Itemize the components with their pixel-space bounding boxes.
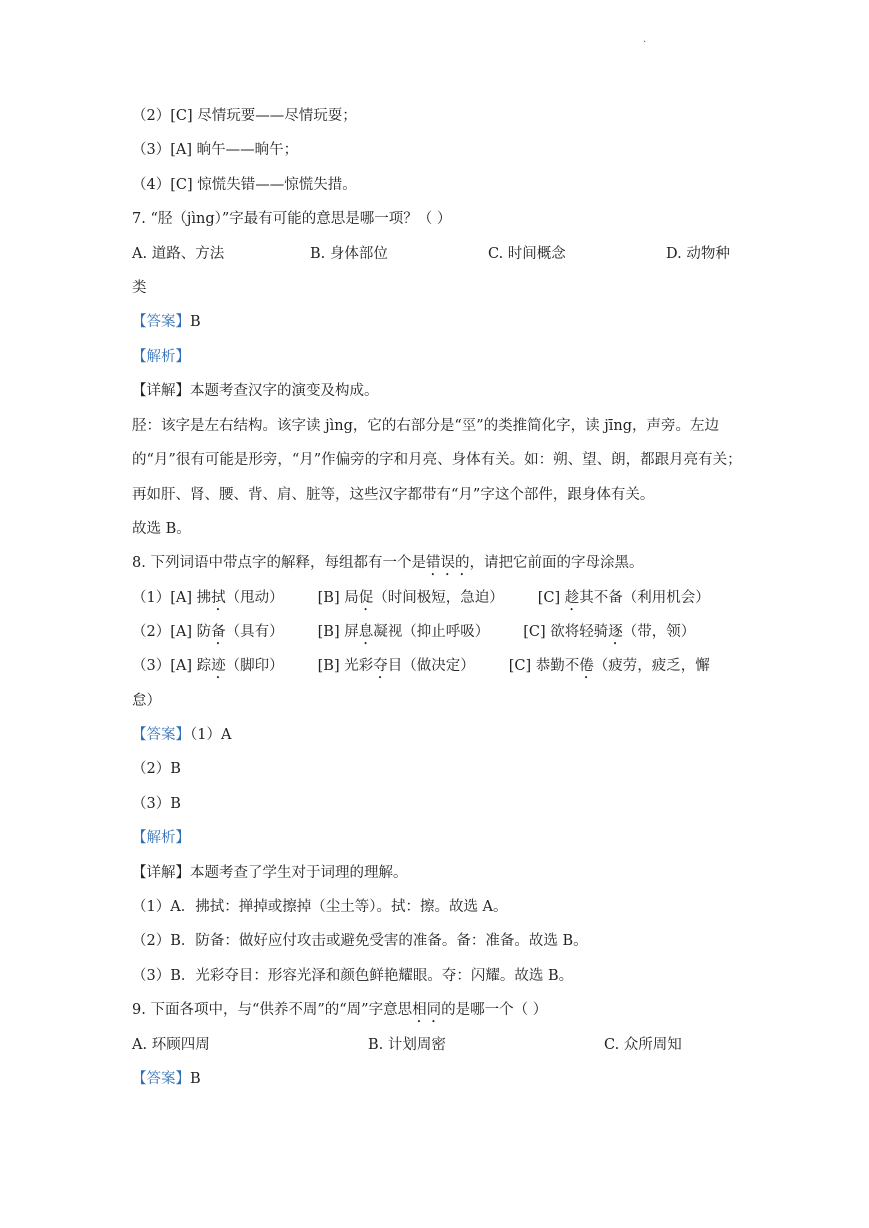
answer-tag: 【答案】 — [132, 1070, 190, 1087]
q8-2-c: [C] 欲将轻骑 — [523, 623, 609, 640]
question-9 — [132, 1002, 742, 1019]
conclusion-7: 故选 B。 — [132, 520, 191, 537]
q8-1-b: [B] 局 — [317, 589, 359, 606]
explanation-8-3: （3）B．光彩夺目：形容光泽和颜色鲜艳耀眼。夺：闪耀。故选 B。 — [132, 967, 574, 984]
answer-line-4: （4）[C] 惊慌失错——惊慌失措。 — [132, 176, 357, 193]
q8-3-c-def: （疲劳，疲乏，懈 — [593, 658, 710, 675]
answer-value: B — [190, 314, 201, 331]
analysis-7 — [132, 349, 742, 366]
question-9-text: 9. 下面各项中，与“供养不周”的“周”字意思 — [132, 1002, 413, 1019]
q8-3-b: [B] 光彩 — [317, 658, 374, 675]
q8-3-a-def: （脚印） — [225, 658, 284, 675]
question-8-text: 8. 下列词语中带点字的解释，每组都有一个是 — [132, 555, 426, 572]
q8-2-b-def: 凝视（抑止呼吸） — [373, 623, 490, 640]
answer-tag: 【答案】 — [132, 727, 190, 744]
option-d-continued: 类 — [132, 279, 147, 296]
q8-2-a: （2）[A] 防 — [132, 623, 212, 640]
header-dot: . — [643, 34, 647, 45]
analysis-8 — [132, 830, 742, 847]
detail-7 — [132, 383, 742, 400]
question-7: 7. “胫（jìng）”字最有可能的意思是哪一项？（ ） — [132, 211, 452, 228]
q8-2-a-def: （具有） — [225, 623, 284, 640]
question-9-text-end: 的是哪一个（ ） — [441, 1002, 548, 1019]
option-b: B. 身体部位 — [310, 245, 388, 262]
q8-1-a-def: （甩动） — [225, 589, 284, 606]
q8-group-3 — [132, 658, 742, 675]
option-b: B. 计划周密 — [368, 1036, 446, 1053]
q8-2-b-dot: 息 — [358, 623, 374, 640]
option-a: A. 道路、方法 — [132, 245, 225, 262]
q8-group-2 — [132, 624, 742, 641]
explanation-8-1: （1）A．拂拭：掸掉或擦掉（尘土等）。拭：擦。故选 A。 — [132, 899, 508, 916]
q8-1-c: [C] — [537, 589, 565, 606]
analysis-tag: 【解析】 — [132, 830, 190, 847]
answer-8-2: （2）B — [132, 761, 181, 778]
answer-value: B — [190, 1070, 201, 1087]
q8-3-b-def: 目（做决定） — [387, 658, 475, 675]
answer-9 — [132, 1071, 742, 1088]
q8-1-c-dot: 趁 — [564, 589, 580, 606]
answer-tag: 【答案】 — [132, 314, 190, 331]
answer-8 — [132, 727, 742, 744]
answer-8-3: （3）B — [132, 795, 181, 812]
detail-8 — [132, 865, 742, 882]
q8-3-a-dot: 迹 — [211, 658, 226, 675]
question-9-options — [132, 1037, 742, 1054]
question-8-text-end: ，请把它前面的字母涂黑。 — [469, 555, 644, 572]
explanation-paragraph: 胫：该字是左右结构。该字读 jìng，它的右部分是“巠”的类推简化字，读 jīng，声旁。左边的“月”很有可能是形旁，“月”作偏旁的字和月亮、身体有关。如：朔、望、朗，都跟月亮有关；再如肝、肾、腰、背、肩、脏等，这些汉字都带有“月”字这个部件，跟身体有关。 — [132, 417, 742, 503]
option-c: C. 众所周知 — [604, 1036, 682, 1053]
option-a: A. 环顾四周 — [132, 1036, 210, 1053]
answer-line-2: （2）[C] 尽情玩要——尽情玩耍； — [132, 108, 357, 124]
explanation-8-2: （2）B．防备：做好应付攻击或避免受害的准备。备：准备。故选 B。 — [132, 933, 588, 950]
q8-3-a: （3）[A] 踪 — [132, 658, 212, 675]
analysis-tag: 【解析】 — [132, 348, 190, 365]
q8-group-3-continued: 怠） — [132, 692, 161, 709]
detail-text: 本题考查汉字的演变及构成。 — [190, 383, 379, 400]
q8-1-a-dot: 拭 — [211, 589, 226, 606]
q8-group-1 — [132, 590, 742, 607]
option-d: D. 动物种 — [666, 245, 730, 262]
question-8-emphasis: 错误的 — [425, 555, 470, 572]
question-8 — [132, 555, 742, 572]
detail-tag: 【详解】 — [132, 383, 190, 400]
detail-text: 本题考查了学生对于词理的理解。 — [190, 864, 408, 881]
q8-1-b-def: （时间极短，急迫） — [373, 589, 504, 606]
answer-line-3: （3）[A] 晌午——晌午； — [132, 142, 299, 159]
q8-1-c-def: 其不备（利用机会） — [579, 589, 710, 606]
q8-3-b-dot: 夺 — [373, 658, 388, 675]
option-c: C. 时间概念 — [488, 245, 566, 262]
detail-tag: 【详解】 — [132, 864, 190, 881]
answer-value: （1）A — [190, 727, 232, 744]
question-9-emphasis: 相同 — [412, 1002, 442, 1019]
q8-2-b: [B] 屏 — [317, 623, 359, 640]
q8-2-c-def: （带，领） — [622, 623, 696, 640]
q8-3-c-dot: 倦 — [579, 658, 594, 675]
q8-1-a: （1）[A] 拂 — [132, 589, 212, 606]
q8-1-b-dot: 促 — [358, 589, 374, 606]
answer-7 — [132, 314, 742, 331]
q8-3-c: [C] 恭勤不 — [508, 658, 580, 675]
q8-2-c-dot: 逐 — [608, 623, 623, 640]
document-body — [132, 108, 742, 1105]
q8-2-a-dot: 备 — [211, 623, 226, 640]
question-7-options — [132, 246, 742, 263]
